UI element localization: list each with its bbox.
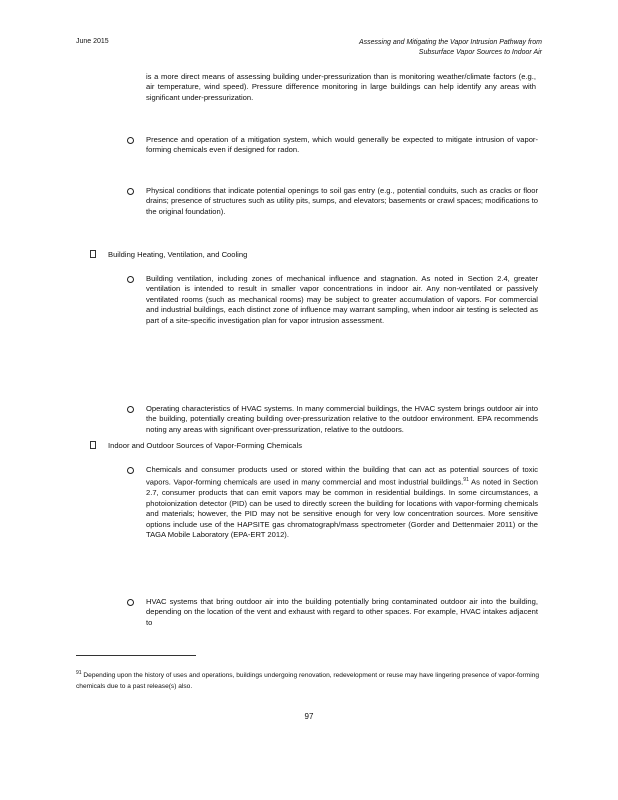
bullet-building-ventilation: Building ventilation, including zones of mechanical influence and stagnation. As noted in Section 2.4, greater ventilation is intended to result in smaller vapor concentrations in indoor air. Any non-ventilated or passively ventilated rooms (such as mechanical rooms) may be subject to greater accumulation of vapors. For commercial and industrial buildings, each distinct zone of influence may warrant sampling, when indoor air testing is selected as part of a site-specific investigation plan for vapor intrusion assessment. (146, 274, 538, 325)
footnote-reference: 91 (463, 477, 469, 484)
section-heading-hvac: Building Heating, Ventilation, and Cooling (108, 250, 248, 259)
bullet-mitigation-system: Presence and operation of a mitigation system, which would generally be expected to mitigate intrusion of vapor-forming chemicals even if designed for radon. (146, 135, 538, 155)
header-title-line1: Assessing and Mitigating the Vapor Intrusion Pathway from (358, 39, 542, 46)
square-bullet-icon (90, 250, 96, 258)
header-title-line2: Subsurface Vapor Sources to Indoor Air (418, 49, 542, 56)
hollow-bullet-icon (127, 188, 134, 195)
footnote-number: 91 (76, 670, 82, 676)
square-bullet-icon (90, 441, 96, 449)
hollow-bullet-icon (127, 406, 134, 413)
hollow-bullet-icon (127, 467, 134, 474)
hollow-bullet-icon (127, 137, 134, 144)
bullet-hvac-operating: Operating characteristics of HVAC systems. In many commercial buildings, the HVAC system brings outdoor air into the building, potentially creating building over-pressurization relative to the outdoor environment. EPA recommends noting any areas with significant over-pressurization, relative to the outdoors. (146, 404, 538, 434)
hollow-bullet-icon (127, 276, 134, 283)
bullet-chemicals-consumer-products (146, 465, 538, 540)
bullet-physical-conditions: Physical conditions that indicate potential openings to soil gas entry (e.g., potential conduits, such as cracks or floor drains; presence of structures such as utility pits, sumps, and elevators; basements or crawl spaces; modifications to the original foundation). (146, 186, 538, 216)
footnote-divider (76, 655, 196, 656)
footnote (76, 668, 542, 692)
continuation-paragraph: is a more direct means of assessing building under-pressurization than is monitoring weather/climate factors (e.g., air temperature, wind speed). Pressure difference monitoring in large buildings can help identify any areas with significant under-pressurization. (146, 72, 536, 102)
hollow-bullet-icon (127, 599, 134, 606)
header-title (359, 38, 542, 58)
bullet-chemicals-text-part1: Chemicals and consumer products used or stored within the building that can act as potential sources of toxic vapors. Vapor-forming chemicals are used in many commercial and most industrial buildings. (146, 465, 538, 487)
section-heading-sources: Indoor and Outdoor Sources of Vapor-Forming Chemicals (108, 441, 303, 450)
page-number: 97 (304, 712, 314, 721)
header-date: June 2015 (76, 38, 109, 45)
bullet-chemicals-text-part2: As noted in Section 2.7, consumer products that can emit vapors may be common in residential buildings. In some circumstances, a photoionization detector (PID) can be used to directly screen the building for locations with vapor-forming chemicals and materials; however, the PID may not be sensitive enough for very low concentration sources. More sensitive options include use of the HAPSITE gas chromatograph/mass spectrometer (Gorder and Dettenmaier 2011) or the TAGA Mobile Laboratory (EPA-ERT 2012). (146, 477, 538, 539)
footnote-text: Depending upon the history of uses and operations, buildings undergoing renovation, redevelopment or reuse may have lingering presence of vapor-forming chemicals due to a past release(s) also. (76, 672, 540, 691)
bullet-hvac-outdoor-air: HVAC systems that bring outdoor air into the building potentially bring contaminated outdoor air into the building, depending on the location of the vent and exhaust with regard to other spaces. For example, HVAC intakes adjacent to (146, 597, 538, 627)
